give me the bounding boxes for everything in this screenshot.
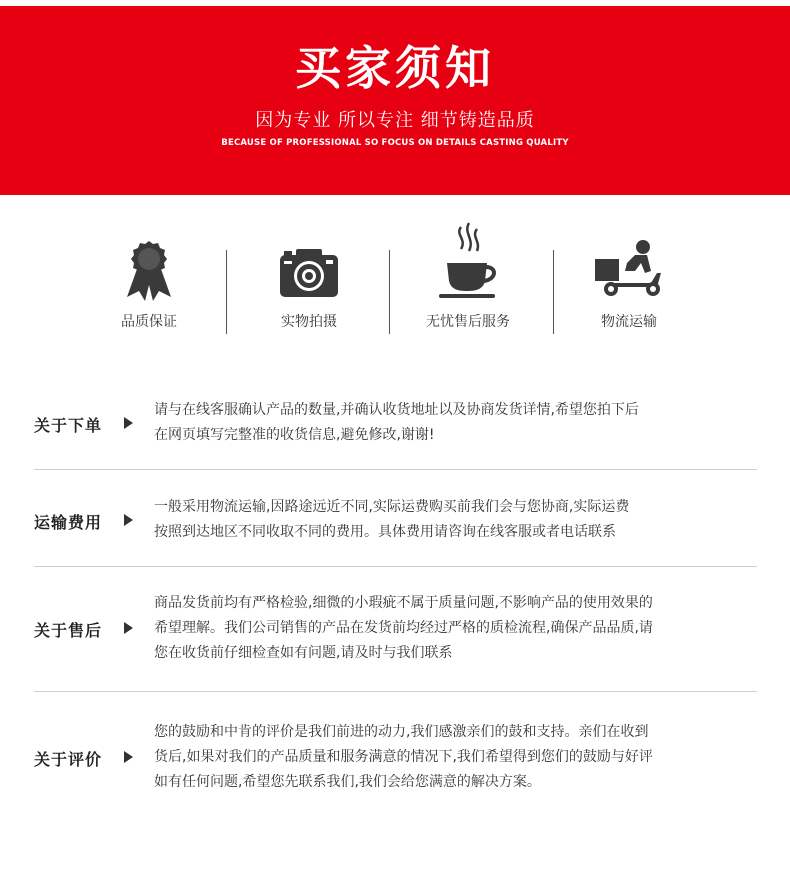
section-title: 关于下单 bbox=[34, 416, 103, 435]
section-divider bbox=[34, 469, 757, 470]
text-line: 您的鼓励和中肯的评价是我们前进的动力,我们感激亲们的鼓和支持。亲们在收到 bbox=[154, 724, 649, 740]
arrow-right-icon bbox=[124, 514, 133, 526]
quality-badge-icon bbox=[74, 225, 224, 305]
text-line: 您在收货前仔细检查如有问题,请及时与我们联系 bbox=[154, 645, 453, 661]
feature-label: 实物拍摄 bbox=[281, 314, 337, 330]
feature-label: 无忧售后服务 bbox=[426, 314, 510, 330]
header-banner bbox=[0, 6, 790, 195]
text-line: 商品发货前均有严格检验,细微的小瑕疵不属于质量问题,不影响产品的使用效果的 bbox=[154, 595, 653, 611]
arrow-right-icon bbox=[124, 622, 133, 634]
arrow-right-icon bbox=[124, 417, 133, 429]
section-text bbox=[154, 720, 758, 795]
text-line: 如有任何问题,希望您先联系我们,我们会给您满意的解决方案。 bbox=[154, 774, 541, 790]
camera-icon bbox=[234, 225, 384, 305]
section-divider bbox=[34, 691, 757, 692]
delivery-scooter-icon bbox=[554, 225, 704, 305]
section-text bbox=[154, 495, 758, 545]
text-line: 请与在线客服确认产品的数量,并确认收货地址以及协商发货详情,希望您拍下后 bbox=[154, 402, 639, 418]
text-line: 希望理解。我们公司销售的产品在发货前均经过严格的质检流程,确保产品品质,请 bbox=[154, 620, 653, 636]
feature-real-photo bbox=[234, 225, 384, 345]
feature-divider bbox=[389, 250, 390, 334]
feature-quality bbox=[74, 225, 224, 345]
section-title: 关于售后 bbox=[34, 621, 103, 640]
feature-logistics bbox=[554, 225, 704, 345]
banner-subtitle: 因为专业 所以专注 细节铸造品质 bbox=[255, 110, 535, 131]
feature-label: 物流运输 bbox=[601, 314, 657, 330]
section-text bbox=[154, 591, 758, 666]
feature-label: 品质保证 bbox=[121, 314, 177, 330]
features-row bbox=[0, 225, 790, 345]
page-title: 买家须知 bbox=[295, 41, 495, 95]
section-text bbox=[154, 398, 758, 448]
text-line: 货后,如果对我们的产品质量和服务满意的情况下,我们希望得到您们的鼓励与好评 bbox=[154, 749, 653, 765]
section-title: 关于评价 bbox=[34, 750, 103, 769]
feature-divider bbox=[226, 250, 227, 334]
text-line: 一般采用物流运输,因路途远近不同,实际运费购买前我们会与您协商,实际运费 bbox=[154, 499, 630, 515]
section-divider bbox=[34, 566, 757, 567]
arrow-right-icon bbox=[124, 751, 133, 763]
banner-subtitle-en: BECAUSE OF PROFESSIONAL SO FOCUS ON DETAILS CASTING QUALITY bbox=[221, 138, 569, 148]
feature-after-sales bbox=[393, 225, 543, 345]
coffee-cup-icon bbox=[393, 225, 543, 305]
text-line: 在网页填写完整准的收货信息,避免修改,谢谢! bbox=[154, 427, 435, 443]
section-title: 运输费用 bbox=[34, 513, 103, 532]
text-line: 按照到达地区不同收取不同的费用。具体费用请咨询在线客服或者电话联系 bbox=[154, 524, 616, 540]
